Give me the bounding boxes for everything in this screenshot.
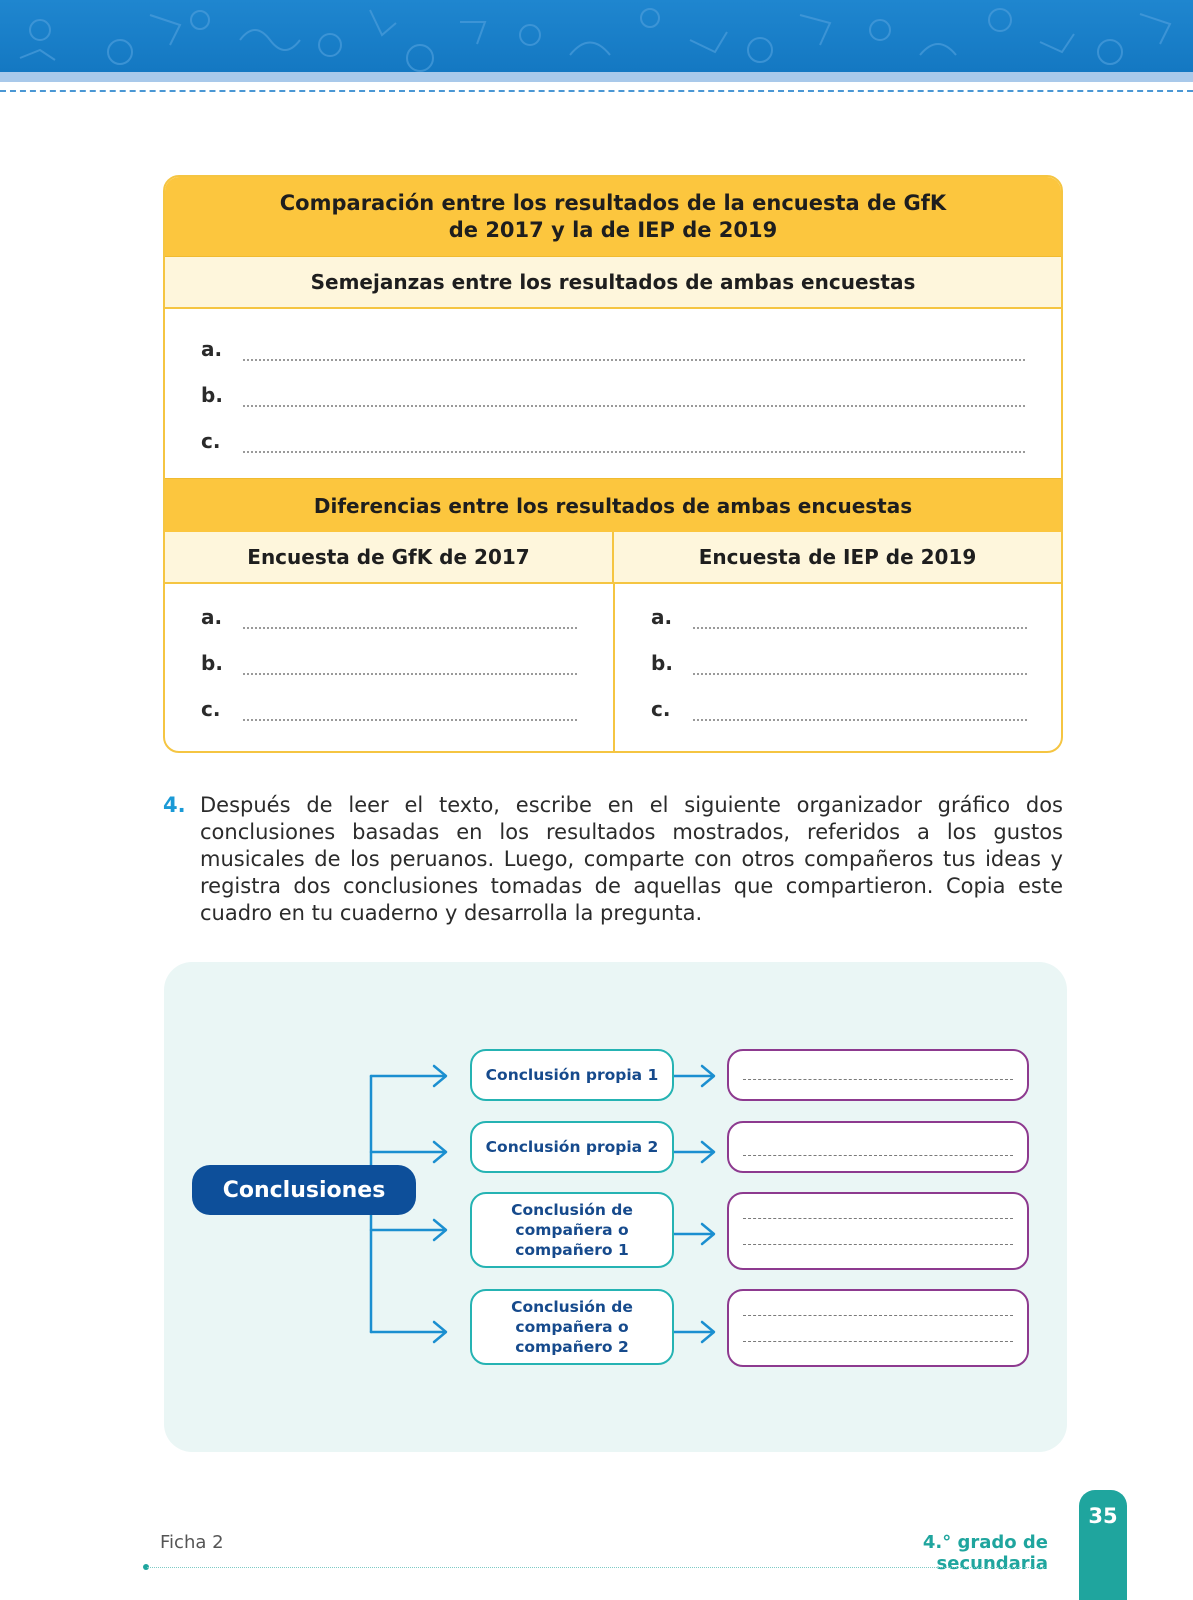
node-conclusion-companero-1 <box>470 1192 674 1268</box>
answer-box-4[interactable] <box>727 1289 1029 1367</box>
iep-label-a: a. <box>651 605 673 629</box>
page-number: 35 <box>1088 1504 1118 1528</box>
column-header-iep: Encuesta de IEP de 2019 <box>698 545 977 569</box>
node-conclusion-companero-2 <box>470 1289 674 1365</box>
differences-header: Diferencias entre los resultados de ambas encuestas <box>165 478 1061 532</box>
table-title: Comparación entre los resultados de la encuesta de GfK de 2017 y la de IEP de 2019 <box>279 190 947 242</box>
node-label-1: Conclusión propia 1 <box>485 1066 659 1084</box>
answer-box-1[interactable] <box>727 1049 1029 1101</box>
gfk-label-a: a. <box>201 605 223 629</box>
dashed-answer-line <box>743 1315 1013 1316</box>
dashed-answer-line <box>743 1079 1013 1080</box>
footer-dotted-line <box>147 1567 1047 1568</box>
dashed-answer-line <box>743 1218 1013 1219</box>
question-number: 4. <box>163 793 186 817</box>
root-conclusiones: Conclusiones <box>192 1165 416 1215</box>
iep-label-b: b. <box>651 651 673 675</box>
node-conclusion-propia-2 <box>470 1121 674 1173</box>
page-number-tab <box>1079 1490 1127 1600</box>
gfk-label-c: c. <box>201 697 221 721</box>
question-text: Después de leer el texto, escribe en el siguiente organizador gráfico dos conclusiones basadas en los resultados mostrados, referidos a los gustos musicales de los peruanos. Luego, comparte con otros compañeros tus ideas y registra dos conclusiones tomadas de aquellas que compartieron. Copia este cuadro en tu cuaderno y desarrolla la pregunta. <box>200 793 1063 925</box>
similarity-label-a: a. <box>201 337 223 361</box>
similarities-header: Semejanzas entre los resultados de ambas encuestas <box>165 257 1061 309</box>
answer-box-3[interactable] <box>727 1192 1029 1270</box>
similarity-label-b: b. <box>201 383 223 407</box>
dashed-answer-line <box>743 1341 1013 1342</box>
iep-label-c: c. <box>651 697 671 721</box>
node-conclusion-propia-1 <box>470 1049 674 1101</box>
gfk-label-b: b. <box>201 651 223 675</box>
similarity-label-c: c. <box>201 429 221 453</box>
footer-ficha: Ficha 2 <box>160 1532 224 1553</box>
answer-box-2[interactable] <box>727 1121 1029 1173</box>
dashed-answer-line <box>743 1244 1013 1245</box>
node-label-2: Conclusión propia 2 <box>485 1138 659 1156</box>
node-label-3: Conclusión de compañera o compañero 1 <box>511 1201 633 1259</box>
column-header-gfk: Encuesta de GfK de 2017 <box>165 532 614 582</box>
dashed-answer-line <box>743 1155 1013 1156</box>
node-label-4: Conclusión de compañera o compañero 2 <box>511 1298 633 1356</box>
footer-grade: 4.° grado de secundaria <box>922 1532 1048 1574</box>
